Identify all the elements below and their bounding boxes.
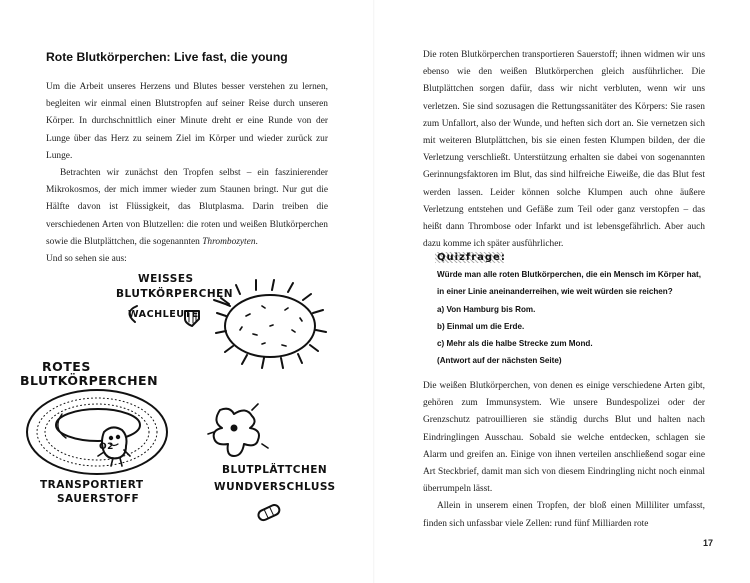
page-number: 17 [703, 538, 714, 548]
red-blood-cell-drawing [27, 390, 167, 474]
label-rotes-blutkoerperchen: BLUTKÖRPERCHEN [20, 373, 159, 388]
paragraph-blood-cells: Die roten Blutkörperchen transportieren Sauerstoff; ihnen widmen wir uns ebenso wie den weißen Blutkörperchen gleich ausführlicher. Die Blutplättchen sorgen dafür, dass wir nicht verbluten, wenn wir uns verletzen. Sie sind sozusagen die Rettungssanitäter des Körpers: Sie rasen zum Unfallort, also der Wunde, und heften sich dort an. Sie vernetzen sich mit weiteren Blutplättchen, bis sie einen festen Klumpen bilden, der die Verletzung verschließt. Unterstützung erhalten sie dabei von sogenannten Gerinnungsfaktoren im Blut, das sind hilfreiche Eiweiße, die das Blut fest werden lassen. Leider können solche Klumpen auch ohne äußere Verletzung entstehen und Gefäße zum Teil oder ganz verstopfen – das heißt dann Thrombose oder Infarkt und ist lebensgefährlich. Aber auch dazu komme ich später ausführlicher. [423, 50, 705, 250]
quiz-note: (Antwort auf der nächsten Seite) [437, 356, 562, 366]
label-wundverschluss: WUNDVERSCHLUSS [214, 481, 336, 493]
section-heading: Rote Blutkörperchen: Live fast, die young [46, 50, 288, 64]
label-blutplaettchen: BLUTPLÄTTCHEN [222, 464, 328, 476]
quiz-option-a: a) Von Hamburg bis Rom. [437, 304, 536, 314]
quiz-question: Würde man alle roten Blutkörperchen, die ein Mensch im Körper hat, in einer Linie aneinanderreihen, wie weit würden sie reichen? [437, 270, 701, 297]
label-o2: O2 [99, 442, 114, 452]
label-weisses-blutkoerperchen: BLUTKÖRPERCHEN [116, 288, 234, 300]
thrombozyten-suffix: . [255, 236, 258, 247]
thrombozyten-term: Thrombozyten [202, 236, 256, 247]
label-sauerstoff: SAUERSTOFF [57, 493, 140, 505]
quiz-box [437, 249, 707, 369]
paragraph-white-cells: Die weißen Blutkörperchen, von denen es einige verschiedene Arten gibt, gehören zum Immunsystem. Wie unsere Bundespolizei oder der Grenzschutz patrouillieren sie ständig durchs Blut und halten nach Eindringlingen Ausschau. Sobald sie welche entdecken, schlagen sie Alarm und greifen an. Einige von ihnen verteilen anschließend sogar eine Art Steckbrief, damit man sich von diesem Eindringling nicht noch einmal überrumpeln lässt. [423, 381, 705, 495]
quiz-title: Quizfrage: [437, 252, 506, 263]
label-weisses: WEISSES [138, 273, 194, 285]
quiz-option-b: b) Einmal um die Erde. [437, 321, 525, 331]
right-body-text [423, 47, 705, 253]
paragraph-intro: Um die Arbeit unseres Herzens und Blutes besser verstehen zu lernen, begleiten wir einmal einen Blutstropfen auf seiner Reise durch unseren Körper. In durchschnittlich einer Minute dreht er eine Runde von der Lunge über das Herz zu seinem Ziel im Körper und wieder zurück zur Lunge. [46, 82, 328, 161]
right-page [375, 0, 750, 583]
label-rotes: ROTES [42, 359, 91, 374]
label-wachleute: WACHLEUTE [128, 309, 199, 320]
label-transportiert: TRANSPORTIERT [40, 479, 144, 491]
paragraph-lead-in: Und so sehen sie aus: [46, 254, 127, 265]
quiz-option-c: c) Mehr als die halbe Strecke zum Mond. [437, 339, 593, 349]
platelet-drawing [208, 404, 268, 456]
right-body-text-2 [423, 378, 705, 533]
paragraph-microcosm-text: Betrachten wir zunächst den Tropfen selbst – ein faszinierender Mikrokosmos, der mich immer wieder zum Staunen bringt. Nur gut die Hälfte davon ist Flüssigkeit, das Blutplasma. Darin treiben die verschiedenen Arten von Blutzellen: die roten und weißen Blutkörperchen sowie die Blutplättchen, die sogenannten [46, 168, 328, 247]
paragraph-cell-count: Allein in unserem einen Tropfen, der bloß einen Milliliter umfasst, finden sich unfassbar viele Zellen: rund fünf Milliarden rote [423, 501, 705, 529]
